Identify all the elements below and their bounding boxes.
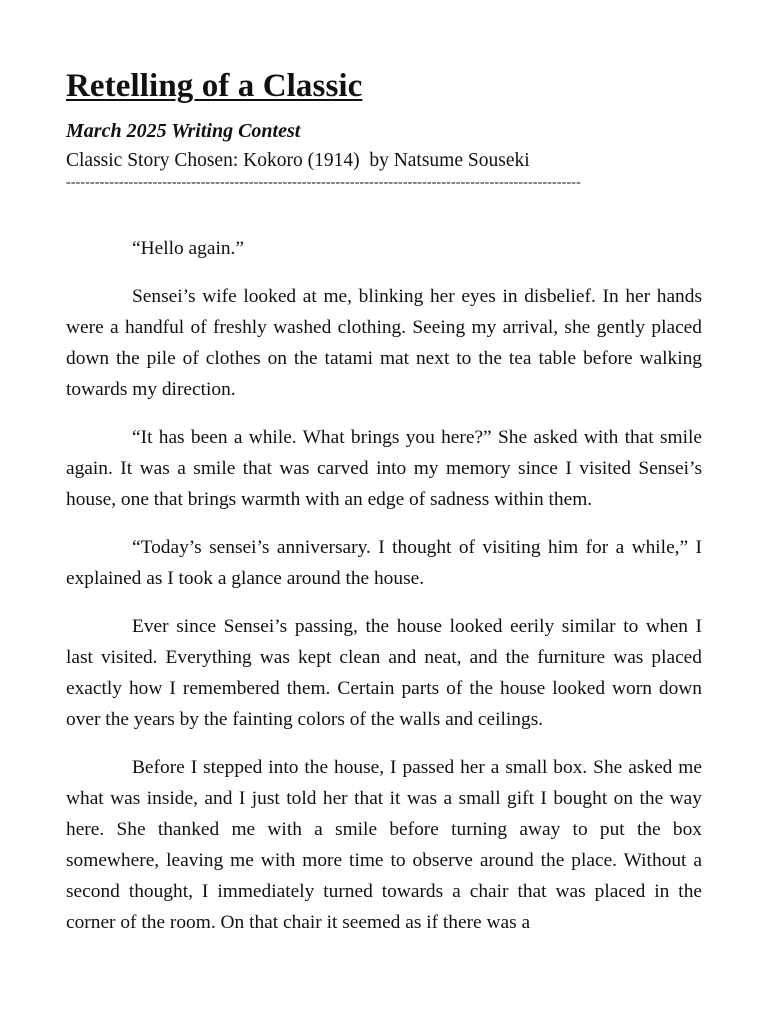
- dashed-divider: -----------------------------------------------------------------------------------------------------------: [66, 175, 581, 190]
- document-title: Retelling of a Classic: [66, 68, 363, 104]
- story-paragraph: Ever since Sensei’s passing, the house looked eerily similar to when I last visited. Everything was kept clean and neat, and the furniture was placed exactly how I remembered them. Certain parts of the house looked worn down over the years by the fainting colors of the walls and ceilings.: [66, 616, 702, 730]
- chosen-story-line: Classic Story Chosen: Kokoro (1914) by Natsume Souseki: [66, 150, 530, 171]
- contest-subtitle: March 2025 Writing Contest: [66, 120, 301, 142]
- story-paragraph: Before I stepped into the house, I passed her a small box. She asked me what was inside, and I just told her that it was a small gift I bought on the way here. She thanked me with a smile before turning away to put the box somewhere, leaving me with more time to observe around the place. Without a second thought, I immediately turned towards a chair that was placed in the corner of the room. On that chair it seemed as if there was a: [66, 757, 702, 933]
- story-paragraph: Sensei’s wife looked at me, blinking her eyes in disbelief. In her hands were a handful of freshly washed clothing. Seeing my arrival, she gently placed down the pile of clothes on the tatami mat next to the tea table before walking towards my direction.: [66, 286, 702, 400]
- story-paragraph: “It has been a while. What brings you here?” She asked with that smile again. It was a smile that was carved into my memory since I visited Sensei’s house, one that brings warmth with an edge of sadness within them.: [66, 427, 702, 510]
- story-paragraph: “Hello again.”: [132, 238, 244, 259]
- story-paragraph: “Today’s sensei’s anniversary. I thought of visiting him for a while,” I explained as I took a glance around the house.: [66, 537, 702, 589]
- story-body: [66, 233, 702, 938]
- document-page: [66, 66, 702, 938]
